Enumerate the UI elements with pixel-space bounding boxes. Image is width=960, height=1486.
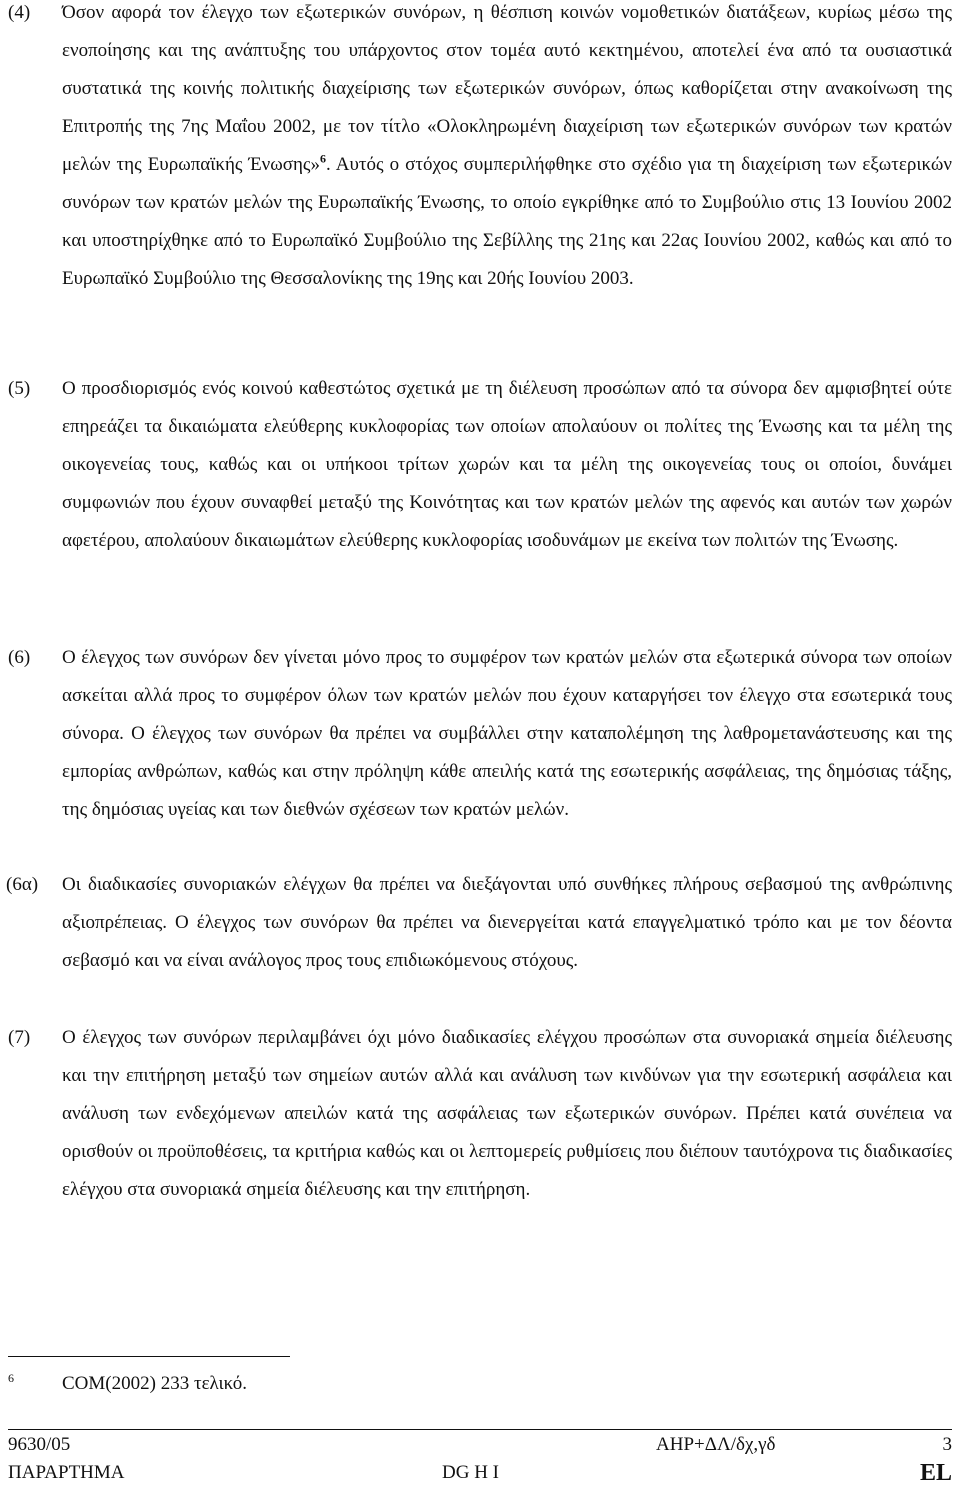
recital-text-part: Όσον αφορά τον έλεγχο των εξωτερικών συνόρων, η θέσπιση κοινών νομοθετικών διατάξεων, κυρίως μέσω της ενοποίησης και της ανάπτυξης του υπάρχοντος στον τομέα αυτό κεκτημένου, αποτελεί ένα από τα ουσιαστικά συστατικά της κοινής πολιτικής διαχείρισης των εξωτερικών συνόρων, όπως καθορίζεται στην ανακοίνωση της Επιτροπής της 7ης Μαΐου 2002, με τον τίτλο «Ολοκληρωμένη διαχείριση των εξωτερικών συνόρων των κρατών μελών της Ευρωπαϊκής Ένωσης»	[62, 2, 952, 175]
recital-number: (5)	[8, 378, 31, 399]
author-initials: ΑΗΡ+ΔΛ/δχ,γδ	[656, 1434, 776, 1455]
recital-text: Οι διαδικασίες συνοριακών ελέγχων θα πρέπει να διεξάγονται υπό συνθήκες πλήρους σεβασμού της ανθρώπινης αξιοπρέπειας. Ο έλεγχος των συνόρων θα πρέπει να διενεργείται κατά επαγγελματικό τρόπο και με τον δέοντα σεβασμό και να είναι ανάλογος προς τους επιδιωκόμενους στόχους.	[62, 874, 952, 971]
footnote-text: COM(2002) 233 τελικό.	[62, 1373, 248, 1394]
recital-number: (6α)	[6, 874, 39, 895]
recital-text	[62, 0, 952, 298]
recital-text: Ο έλεγχος των συνόρων περιλαμβάνει όχι μόνο διαδικασίες ελέγχου προσώπων στα συνοριακά σημεία διέλευσης και την επιτήρηση μεταξύ των σημείων αυτών αλλά και ανάλυση των κινδύνων για την εσωτερική ασφάλεια και ανάλυση των ενδεχόμενων απειλών κατά της ασφάλειας των εξωτερικών συνόρων. Πρέπει κατά συνέπεια να ορισθούν οι προϋποθέσεις, τα κριτήρια καθώς και οι λεπτομερείς ρυθμίσεις που διέπουν ταυτόχρονα τις διαδικασίες ελέγχου στα συνοριακά σημεία διέλευσης και την επιτήρηση.	[62, 1027, 952, 1200]
recital-number: (6)	[8, 647, 31, 668]
footnote: 6 COM(2002) 233 τελικό.	[8, 1370, 248, 1394]
recital-5	[0, 370, 952, 560]
recital-text: Ο προσδιορισμός ενός κοινού καθεστώτος σχετικά με τη διέλευση προσώπων από τα σύνορα δεν αμφισβητεί ούτε επηρεάζει τα δικαιώματα ελεύθερης κυκλοφορίας των οποίων απολαύουν οι πολίτες της Ένωσης και τα μέλη της οικογενείας τους, καθώς και οι υπήκοοι τρίτων χωρών και τα μέλη της οικογενείας τους οι οποίοι, δυνάμει συμφωνιών που έχουν συναφθεί μεταξύ της Κοινότητας και των κρατών μελών της αφενός και αυτών των χωρών αφετέρου, απολαύουν δικαιωμάτων ελεύθερης κυκλοφορίας ισοδυνάμων με εκείνα των πολιτών της Ένωσης.	[62, 378, 952, 551]
directorate-general: DG H I	[442, 1462, 499, 1483]
annex-label: ΠΑΡΑΡΤΗΜΑ	[8, 1462, 125, 1483]
language-code: EL	[919, 1460, 952, 1486]
recital-number: (4)	[8, 2, 31, 23]
footnote-reference[interactable]: 6	[319, 151, 326, 166]
page-number: 3	[942, 1434, 952, 1455]
document-number: 9630/05	[8, 1434, 71, 1455]
recital-6a	[0, 866, 952, 980]
footnote-separator	[8, 1356, 290, 1357]
recital-text: Ο έλεγχος των συνόρων δεν γίνεται μόνο προς το συμφέρον των κρατών μελών στα εξωτερικά σύνορα των οποίων ασκείται αλλά προς το συμφέρον όλων των κρατών μελών που έχουν καταργήσει τον έλεγχο στα εσωτερικά τους σύνορα. Ο έλεγχος των συνόρων θα πρέπει να συμβάλλει στην καταπολέμηση της λαθρομετανάστευσης και της εμπορίας ανθρώπων, καθώς και στην πρόληψη κάθε απειλής κατά της εσωτερικής ασφάλειας, της δημόσιας τάξης, της δημόσιας υγείας και των διεθνών σχέσεων των κρατών μελών.	[62, 647, 952, 820]
recital-6	[0, 639, 952, 829]
recital-4	[0, 0, 960, 298]
recital-7	[0, 1019, 952, 1209]
recital-number: (7)	[8, 1027, 31, 1048]
recital-text-part: . Αυτός ο στόχος συμπεριλήφθηκε στο σχέδιο για τη διαχείριση των εξωτερικών συνόρων των κρατών μελών της Ευρωπαϊκής Ένωσης, το οποίο εγκρίθηκε από το Συμβούλιο στις 13 Ιουνίου 2002 και υποστηρίχθηκε από το Ευρωπαϊκό Συμβούλιο της Σεβίλλης της 21ης και 22ας Ιουνίου 2002, καθώς και από το Ευρωπαϊκό Συμβούλιο της Θεσσαλονίκης της 19ης και 20ής Ιουνίου 2003.	[62, 154, 952, 289]
footer-separator	[8, 1429, 952, 1430]
